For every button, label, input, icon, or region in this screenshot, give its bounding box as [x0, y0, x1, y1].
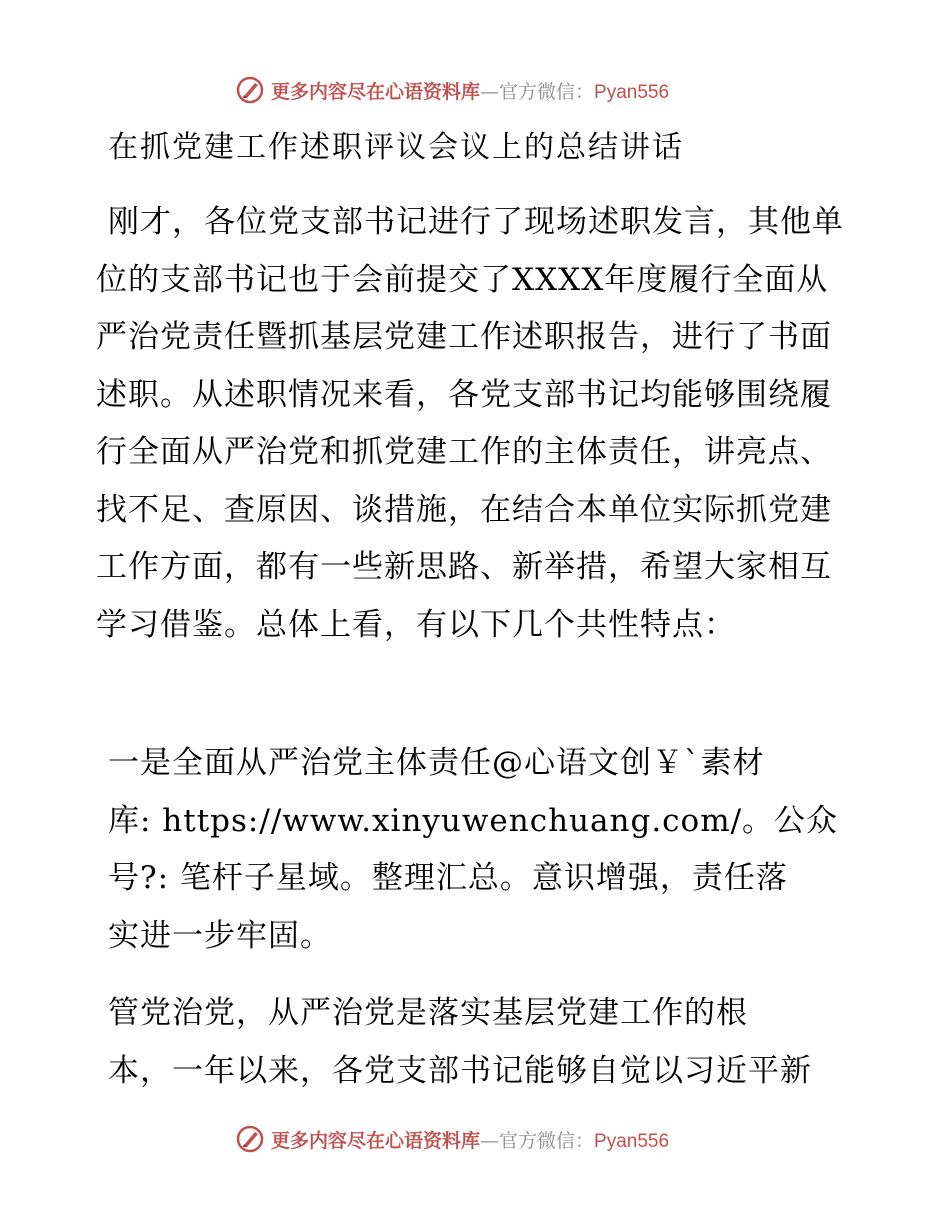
watermark-brand: 更多内容尽在心语资料库 [271, 1129, 481, 1152]
watermark-handle: Pyan556 [594, 1130, 670, 1152]
document-title: 在抓党建工作述职评议会议上的总结讲话 [108, 130, 684, 165]
paragraph-line: 库: https://www.xinyuwenchuang.com/。公众 [108, 802, 839, 839]
paragraph-line: 本，一年以来，各党支部书记能够自觉以习近平新 [108, 1052, 812, 1089]
quill-logo-icon [235, 75, 265, 105]
watermark-text [271, 1126, 669, 1153]
paragraph-intro: 刚才，各位党支部书记进行了现场述职发言，其他单位的支部书记也于会前提交了XXXX年度履行全面从严治党责任暨抓基层党建工作述职报告，进行了书面述职。从述职情况来看，各党支部书记均能够围绕履行全面从严治党和抓党建工作的主体责任，讲亮点、找不足、查原因、谈措施，在结合本单位实际抓党建工作方面，都有一些新思路、新举措，希望大家相互学习借鉴。总体上看，有以下几个共性特点： [96, 204, 844, 643]
watermark-dash: — [480, 80, 500, 103]
paragraph-line: 实进一步牢固。 [108, 917, 332, 954]
watermark-wechat-label: 官方微信： [499, 80, 595, 103]
watermark-dash: — [480, 1129, 500, 1152]
paragraph-governance [96, 985, 856, 1100]
paragraph-line: 管党治党，从严治党是落实基层党建工作的根 [108, 995, 748, 1031]
paragraph-line: 号?: 笔杆子星域。整理汇总。意识增强，责任落 [108, 860, 788, 896]
header-watermark [235, 73, 669, 107]
paragraph-line: 一是全面从严治党主体责任@心语文创￥`素材 [108, 745, 765, 781]
watermark-wechat-label: 官方微信： [499, 1129, 595, 1152]
footer-watermark [235, 1122, 669, 1156]
watermark-brand: 更多内容尽在心语资料库 [271, 80, 481, 103]
paragraph-point-one [96, 735, 856, 965]
watermark-handle: Pyan556 [594, 81, 670, 103]
watermark-text [271, 77, 669, 104]
quill-logo-icon [235, 1124, 265, 1154]
